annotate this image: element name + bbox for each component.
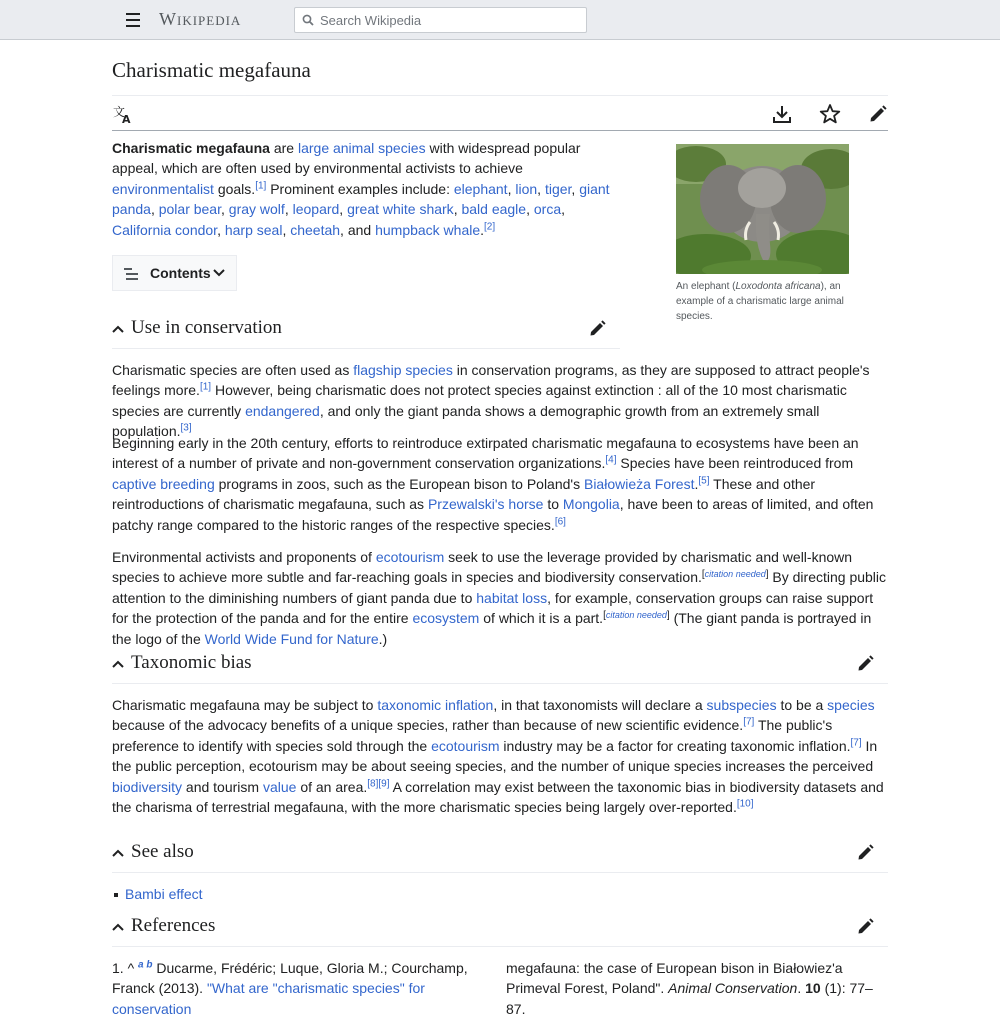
ref-link[interactable]: [2] <box>484 220 496 232</box>
link-bambi-effect[interactable]: Bambi effect <box>125 886 203 902</box>
backlink-a[interactable]: a <box>138 959 144 971</box>
see-also-list <box>112 884 203 904</box>
section-title: Use in conservation <box>131 317 282 338</box>
text: , <box>221 201 229 218</box>
ref-link[interactable]: [7] <box>743 716 755 728</box>
svg-text:A: A <box>122 113 131 125</box>
reference-item-1-continued <box>506 958 888 1019</box>
edit-section-icon[interactable] <box>857 654 875 672</box>
link-elephant[interactable]: elephant <box>453 180 508 197</box>
link-bald-eagle[interactable]: bald eagle <box>461 201 527 218</box>
link-large-animal-species[interactable]: large animal species <box>297 140 426 156</box>
link-giant-panda[interactable]: giant panda <box>112 180 610 218</box>
language-icon[interactable] <box>112 103 134 125</box>
text: seek to use the leverage provided by charismatic and well-known species to achieve more subtle and far-reaching goals in species and biodiversity conservation. <box>112 549 853 586</box>
list-item <box>112 884 203 904</box>
text: . <box>694 475 699 492</box>
text: to <box>543 496 563 513</box>
link-lion[interactable]: lion <box>515 180 538 197</box>
paragraph <box>112 360 888 442</box>
text: The public's preference to identify with species sold through the <box>112 717 833 754</box>
edit-section-icon[interactable] <box>857 843 875 861</box>
text: These and other reintroductions of charismatic megafauna, such as <box>112 475 816 513</box>
page-title: Charismatic megafauna <box>112 58 311 82</box>
link-harp-seal[interactable]: harp seal <box>224 221 283 238</box>
text: Prominent examples include: <box>266 180 454 197</box>
link-ecosystem[interactable]: ecosystem <box>412 610 480 627</box>
link-value[interactable]: value <box>262 778 297 795</box>
text: .) <box>378 630 388 647</box>
text: with widespread popular appeal, which are often used by environmental activists to achieve <box>112 140 581 177</box>
text: , have been to areas of limited, and often patchy range compared to the historic ranges of the respective species. <box>112 496 874 533</box>
ref-link[interactable]: [10] <box>736 798 754 810</box>
text: programs in zoos, such as the European bison to Poland's <box>214 475 584 492</box>
ref-link[interactable]: [3] <box>180 422 192 434</box>
text: , and only the giant panda shows a demographic growth from an extremely small population. <box>112 402 820 440</box>
text: , <box>561 201 565 218</box>
link-taxonomic-inflation[interactable]: taxonomic inflation <box>377 697 494 713</box>
page-actions-toolbar <box>112 96 888 131</box>
link-captive-breeding[interactable]: captive breeding <box>112 475 215 492</box>
svg-text:文: 文 <box>113 105 126 119</box>
text: [ <box>701 568 705 580</box>
link-endangered[interactable]: endangered <box>245 402 320 419</box>
paragraph <box>112 695 888 817</box>
text: , <box>150 201 159 218</box>
text: An elephant ( <box>676 281 736 292</box>
section-heading-see-also <box>112 835 888 873</box>
download-icon[interactable] <box>771 103 793 125</box>
chevron-up-icon[interactable] <box>112 848 124 858</box>
section-title: References <box>131 915 216 936</box>
text: Charismatic species are often used as <box>112 362 354 378</box>
link-humpback-whale[interactable]: humpback whale <box>375 221 481 238</box>
text: However, being charismatic does not protect species against extinction : all of the 10 most charismatic species are currently <box>112 382 847 419</box>
journal-name: Animal Conservation <box>668 980 798 997</box>
ref-link[interactable]: [6] <box>554 515 566 527</box>
ref-link[interactable]: [5] <box>698 475 710 487</box>
contents-label: Contents <box>150 265 211 281</box>
text: , <box>453 201 462 218</box>
ref-link[interactable]: [9] <box>378 777 390 789</box>
text: and tourism <box>182 778 263 795</box>
section-title: See also <box>131 841 194 862</box>
search-icon <box>302 14 314 26</box>
text: By directing public attention to the diminishing numbers of giant panda due to <box>112 569 887 606</box>
link-great-white-shark[interactable]: great white shark <box>347 201 454 218</box>
link-mongolia[interactable]: Mongolia <box>562 496 620 513</box>
chevron-up-icon[interactable] <box>112 659 124 669</box>
chevron-up-icon[interactable] <box>112 324 124 334</box>
text: (The giant panda is portrayed in the logo of the <box>112 610 872 647</box>
text: , in that taxonomists will declare a <box>493 697 707 713</box>
link-california-condor[interactable]: California condor <box>112 221 218 238</box>
link-cheetah[interactable]: cheetah <box>290 221 341 238</box>
contents-toggle[interactable] <box>112 255 237 291</box>
ref-link[interactable]: [4] <box>605 454 617 466</box>
text: . <box>480 221 485 238</box>
star-icon[interactable] <box>819 103 841 125</box>
lead-paragraph <box>112 138 622 240</box>
ref-link[interactable]: [1] <box>255 180 267 192</box>
link-biodiversity[interactable]: biodiversity <box>112 778 183 795</box>
text: Charismatic megafauna may be subject to <box>112 697 378 713</box>
text: megafauna: the case of European bison in Białowiez'a Primeval Forest, Poland" <box>506 960 843 997</box>
text: in conservation programs, as they are supposed to attract people's feelings more. <box>112 362 870 399</box>
text: to be a <box>776 697 828 713</box>
wikipedia-wordmark[interactable]: Wikipedia <box>159 9 242 29</box>
edit-section-icon[interactable] <box>589 319 607 337</box>
text: In the public perception, ecotourism may be about seeing species, and the number of unique species increases the perceived <box>112 737 878 775</box>
text: ), an example of a charismatic large animal species. <box>676 281 844 322</box>
subject-bold: Charismatic megafauna <box>112 140 270 156</box>
text: of which it is a part. <box>479 610 604 627</box>
link-ecotourism[interactable]: ecotourism <box>431 737 500 754</box>
link-flagship-species[interactable]: flagship species <box>353 362 453 378</box>
link-przewalskis-horse[interactable]: Przewalski's horse <box>427 496 544 513</box>
link-ecotourism[interactable]: ecotourism <box>375 549 445 565</box>
link-tiger[interactable]: tiger <box>544 180 572 197</box>
ref-link[interactable]: [8] <box>367 777 379 789</box>
list-icon <box>124 267 138 281</box>
caption-italic: Loxodonta africana <box>735 281 821 292</box>
text: Species have been reintroduced from <box>616 455 854 472</box>
chevron-up-icon[interactable] <box>112 922 124 932</box>
text: , <box>507 180 516 197</box>
text: , <box>282 221 291 238</box>
hamburger-icon <box>126 13 140 15</box>
text: , for example, conservation groups can raise support for the protection of the panda and for the entire <box>112 589 874 627</box>
section-title: Taxonomic bias <box>131 652 252 673</box>
edit-section-icon[interactable] <box>857 917 875 935</box>
search-box[interactable] <box>294 7 587 33</box>
text: , <box>217 221 225 238</box>
hamburger-icon-line <box>126 19 140 21</box>
text: goals. <box>213 180 256 197</box>
reference-item-1 <box>112 958 487 1019</box>
link-environmentalist[interactable]: environmentalist <box>112 180 214 197</box>
section-heading-taxonomic-bias <box>112 646 888 684</box>
edit-page-icon[interactable] <box>867 103 889 125</box>
link-world-wide-fund-for-nature[interactable]: World Wide Fund for Nature <box>204 630 379 647</box>
link-leopard[interactable]: leopard <box>292 201 340 218</box>
link-gray-wolf[interactable]: gray wolf <box>228 201 285 218</box>
text: Beginning early in the 20th century, efforts to reintroduce extirpated charismatic megafauna to ecosystems have been an interest of a number of private and non-government conservation organizations. <box>112 435 859 472</box>
elephant-photo[interactable] <box>676 144 849 274</box>
text: [ <box>603 609 606 621</box>
text: industry may be a factor for creating taxonomic inflation. <box>499 737 851 754</box>
text: A correlation may exist between the taxonomic bias in biodiversity datasets and the charisma of terrestrial megafauna, with the more charismatic species being largely over-reported. <box>112 778 884 816</box>
citation-needed-link[interactable]: citation needed <box>704 568 766 579</box>
link-habitat-loss[interactable]: habitat loss <box>476 589 548 606</box>
ref-link[interactable]: [1] <box>199 381 212 393</box>
text: , <box>339 201 348 218</box>
infobox-caption <box>676 279 848 324</box>
text: . <box>797 980 806 997</box>
text: ] <box>765 568 769 580</box>
hamburger-icon-line <box>126 25 140 27</box>
link-reference-title[interactable]: "What are "charismatic species" for conservation <box>112 980 425 1017</box>
text: ^ <box>127 960 135 976</box>
search-input[interactable] <box>318 8 580 32</box>
text: , <box>284 201 293 218</box>
main-menu-button[interactable] <box>121 9 145 31</box>
text: are <box>269 140 298 156</box>
link-orca[interactable]: orca <box>533 201 562 218</box>
link-polar-bear[interactable]: polar bear <box>158 201 221 218</box>
text: because of the advocacy benefits of a unique species, rather than because of new scientific evidence. <box>112 717 744 734</box>
text: . <box>660 980 669 997</box>
text: ] <box>666 609 670 621</box>
text: (1): 77–87. <box>506 980 873 1017</box>
link-subspecies[interactable]: subspecies <box>706 697 777 713</box>
infobox-figure <box>676 144 850 324</box>
backlink-b[interactable]: b <box>146 959 153 971</box>
text: , <box>526 201 534 218</box>
paragraph <box>112 433 888 535</box>
link-bialowieza-forest[interactable]: Białowieża Forest <box>583 475 695 492</box>
ref-link[interactable]: [7] <box>850 737 862 749</box>
text: 1. <box>112 960 128 976</box>
text: , <box>571 180 580 197</box>
text: , and <box>340 221 376 238</box>
text: of an area. <box>296 778 368 795</box>
text: Environmental activists and proponents of <box>112 549 376 565</box>
text: Ducarme, Frédéric; Luque, Gloria M.; Courchamp, Franck (2013). <box>112 960 468 997</box>
citation-needed-link[interactable]: citation needed <box>605 609 667 620</box>
section-heading-references <box>112 909 888 947</box>
section-heading-use-in-conservation <box>112 311 620 349</box>
chevron-down-icon <box>213 268 225 278</box>
link-species[interactable]: species <box>827 697 875 713</box>
paragraph <box>112 547 888 649</box>
top-header <box>0 0 1000 40</box>
text: , <box>537 180 545 197</box>
volume: 10 <box>805 980 821 997</box>
